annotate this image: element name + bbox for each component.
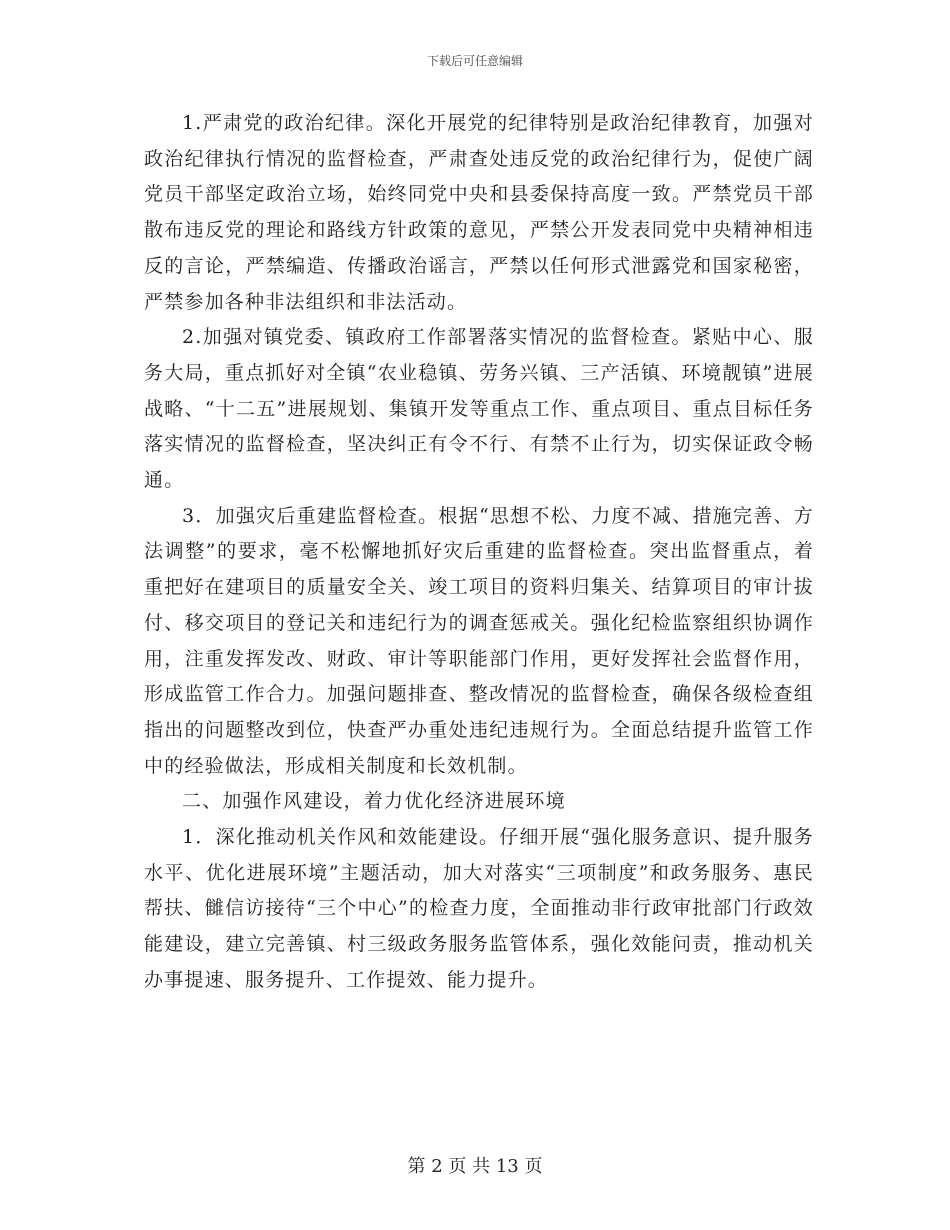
paragraph-supervision-of-deployment: 2.加强对镇党委、镇政府工作部署落实情况的监督检查。紧贴中心、服务大局，重点抓好对全镇“农业稳镇、劳务兴镇、三产活镇、环境靓镇”进展战略、“十二五”进展规划、集镇开发等重点工作、重点项目、重点目标任务落实情况的监督检查，坚决纠正有令不行、有禁不止行为，切实保证政令畅通。	[144, 326, 814, 492]
paragraph-political-discipline: 1.严肃党的政治纪律。深化开展党的纪律特别是政治纪律教育，加强对政治纪律执行情况的监督检查，严肃查处违反党的政治纪律行为，促使广阔党员干部坚定政治立场，始终同党中央和县委保持高度一致。严禁党员干部散布违反党的理论和路线方针政策的意见，严禁公开发表同党中央精神相违反的言论，严禁编造、传播政治谣言，严禁以任何形式泄露党和国家秘密，严禁参加各种非法组织和非法活动。	[144, 112, 814, 313]
section-heading-work-style: 二、加强作风建设，着力优化经济进展环境	[182, 790, 566, 813]
paragraph-post-disaster-reconstruction: 3．加强灾后重建监督检查。根据“思想不松、力度不减、措施完善、方法调整”的要求，毫不松懈地抓好灾后重建的监督检查。突出监督重点，着重把好在建项目的质量安全关、竣工项目的资料归集关、结算项目的审计拔付、移交项目的登记关和违纪行为的调查惩戒关。强化纪检监察组织协调作用，注重发挥发改、财政、审计等职能部门作用，更好发挥社会监督作用，形成监管工作合力。加强问题排查、整改情况的监督检查，确保各级检查组指出的问题整改到位，快查严办重处违纪违规行为。全面总结提升监管工作中的经验做法，形成相关制度和长效机制。	[144, 504, 814, 777]
page-number-footer: 第 2 页 共 13 页	[407, 1156, 543, 1177]
paragraph-efficiency-building: 1．深化推动机关作风和效能建设。仔细开展“强化服务意识、提升服务水平、优化进展环境”主题活动，加大对落实“三项制度”和政务服务、惠民帮扶、雠信访接待“三个中心”的检查力度，全面推动非行政审批部门行政效能建设，建立完善镇、村三级政务服务监管体系，强化效能问责，推动机关办事提速、服务提升、工作提效、能力提升。	[144, 826, 814, 991]
page-header-note: 下载后可任意编辑	[426, 54, 523, 68]
document-body	[144, 106, 814, 999]
